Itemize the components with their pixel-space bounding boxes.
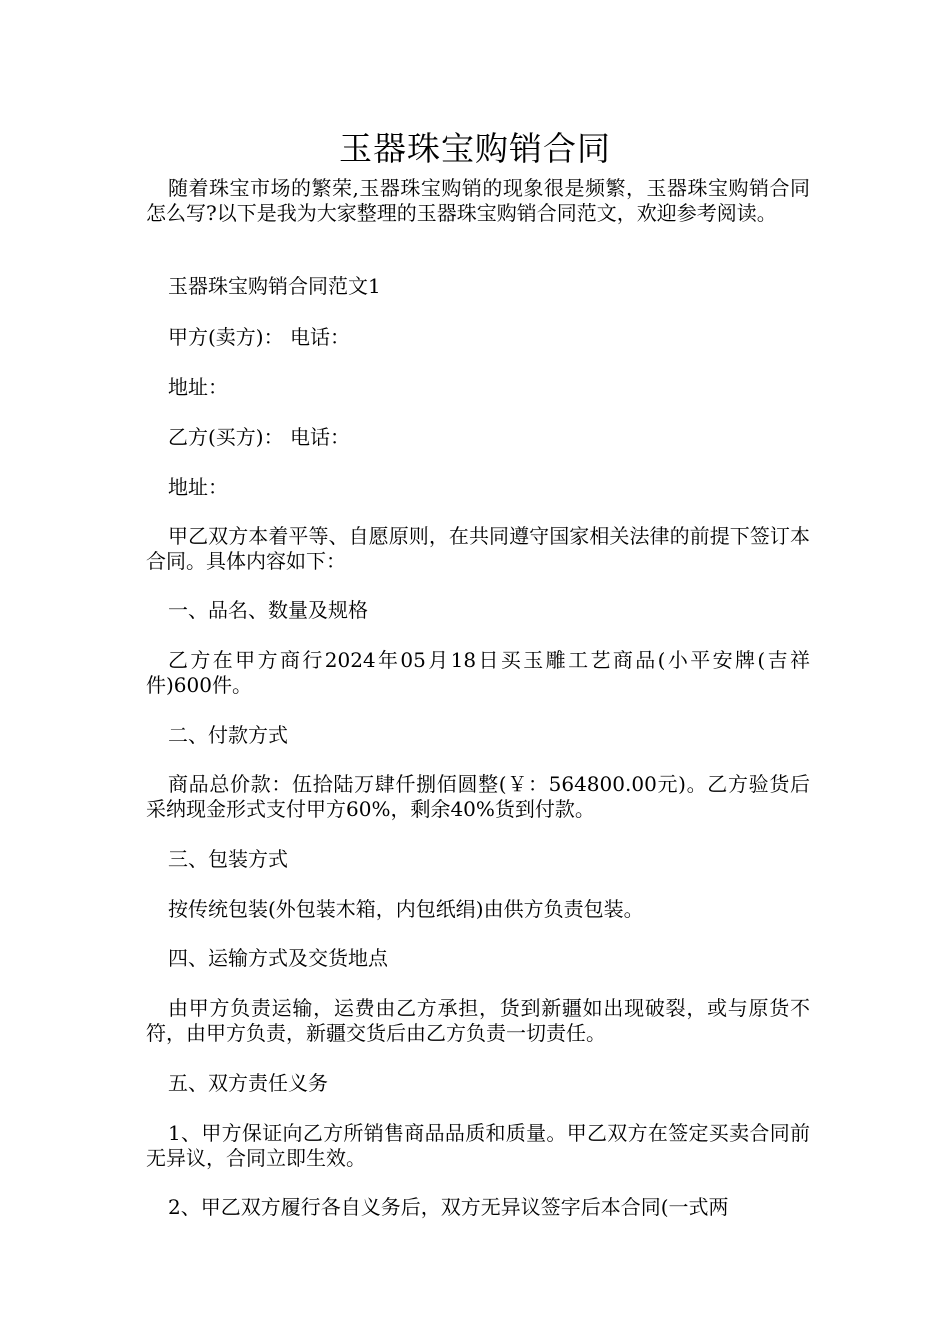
party-b-address: 地址： (168, 475, 228, 499)
section4-heading: 四、运输方式及交货地点 (168, 946, 388, 970)
section5-heading: 五、双方责任义务 (168, 1071, 328, 1095)
preamble-paragraph: 甲乙双方本着平等、自愿原则，在共同遵守国家相关法律的前提下签订本合同。具体内容如下： (146, 524, 810, 573)
section2-body: 商品总价款：伍拾陆万肆仟捌佰圆整(￥：564800.00元)。乙方验货后采纳现金形式支付甲方60%，剩余40%货到付款。 (146, 772, 810, 821)
section1-heading: 一、品名、数量及规格 (168, 598, 368, 622)
sample-heading: 玉器珠宝购销合同范文1 (168, 274, 381, 298)
party-a-address: 地址： (168, 375, 228, 399)
section5-item1: 1、甲方保证向乙方所销售商品品质和质量。甲乙双方在签定买卖合同前无异议，合同立即生效。 (146, 1121, 810, 1170)
intro-paragraph: 随着珠宝市场的繁荣,玉器珠宝购销的现象很是频繁，玉器珠宝购销合同怎么写?以下是我为大家整理的玉器珠宝购销合同范文，欢迎参考阅读。 (146, 176, 810, 225)
section3-heading: 三、包装方式 (168, 847, 288, 871)
section5-item2: 2、甲乙双方履行各自义务后，双方无异议签字后本合同(一式两 (168, 1195, 729, 1219)
party-a-line: 甲方(卖方)： 电话： (168, 325, 350, 349)
party-b-line: 乙方(买方)： 电话： (168, 425, 350, 449)
section1-body: 乙方在甲方商行2024年05月18日买玉雕工艺商品(小平安牌(吉祥件)600件。 (146, 648, 810, 697)
section3-body: 按传统包装(外包装木箱，内包纸绢)由供方负责包装。 (168, 897, 644, 921)
section2-heading: 二、付款方式 (168, 723, 288, 747)
document-title: 玉器珠宝购销合同 (339, 129, 611, 168)
section4-body: 由甲方负责运输，运费由乙方承担，货到新疆如出现破裂，或与原货不符，由甲方负责，新疆交货后由乙方负责一切责任。 (146, 996, 810, 1045)
